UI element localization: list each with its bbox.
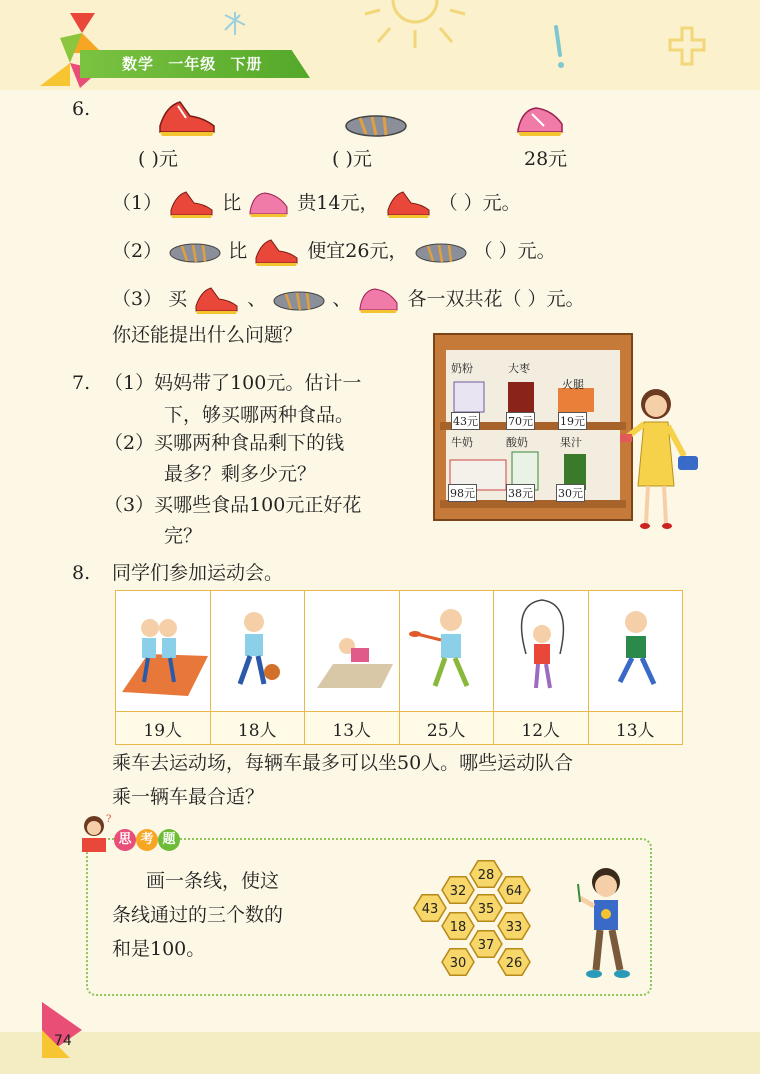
slipper-gray-icon bbox=[344, 108, 408, 138]
long-jump-cell bbox=[305, 591, 400, 712]
text-more-expensive: 贵14元， bbox=[297, 192, 379, 214]
answer-blank: （ ）元。 bbox=[473, 240, 556, 262]
q7-sub1-line1: （1）妈妈带了100元。估计一 bbox=[104, 372, 362, 394]
q6-part3 bbox=[112, 284, 585, 316]
team-count: 19人 bbox=[116, 712, 211, 745]
q7-number: 7. bbox=[72, 372, 91, 394]
jump-rope-icon bbox=[496, 594, 586, 704]
price-tag-milk: 98元 bbox=[448, 484, 477, 502]
team-count: 12人 bbox=[494, 712, 589, 745]
q6-part2 bbox=[112, 236, 556, 268]
price-tag-milk-powder: 43元 bbox=[451, 412, 480, 430]
basketball-cell bbox=[210, 591, 305, 712]
think-line1: 画一条线，使这 bbox=[146, 870, 280, 892]
honeycomb-number: 32 bbox=[449, 884, 467, 899]
star-doodle-icon bbox=[220, 10, 250, 40]
shoe-pink-icon bbox=[514, 102, 566, 140]
egg-spoon-race-cell bbox=[399, 591, 494, 712]
shelf-label-dates: 大枣 bbox=[508, 362, 530, 375]
long-jump-sand-icon bbox=[307, 594, 397, 704]
text-total: 各一双共花（ ）元。 bbox=[407, 288, 585, 310]
separator: 、 bbox=[247, 288, 267, 310]
part-index: （3） bbox=[112, 288, 163, 310]
honeycomb-number: 18 bbox=[449, 920, 467, 935]
think-badge bbox=[114, 828, 180, 851]
sneaker-red-icon bbox=[156, 96, 220, 140]
text-bi: 比 bbox=[228, 240, 248, 262]
sports-team-table bbox=[115, 590, 683, 745]
shelf-label-juice: 果汁 bbox=[560, 436, 582, 449]
honeycomb-number: 64 bbox=[505, 884, 523, 899]
mother-figure-icon bbox=[620, 386, 706, 532]
header-title: 数学 一年级 下册 bbox=[122, 55, 263, 73]
q6-part1 bbox=[112, 188, 521, 220]
honeycomb-number: 35 bbox=[477, 902, 495, 917]
price-blank-sneaker: ( )元 bbox=[138, 148, 178, 170]
honeycomb-number: 30 bbox=[449, 956, 467, 971]
page-corner-icon bbox=[40, 1000, 84, 1060]
basketball-dribble-icon bbox=[212, 594, 302, 704]
running-boy-icon bbox=[590, 594, 680, 704]
q6-number: 6. bbox=[72, 98, 91, 120]
think-line2: 条线通过的三个数的 bbox=[112, 904, 284, 926]
q8-title: 同学们参加运动会。 bbox=[112, 562, 284, 584]
shelf-label-milk: 牛奶 bbox=[451, 436, 473, 449]
shelf-label-ham: 火腿 bbox=[562, 378, 584, 391]
sneaker-red-icon bbox=[168, 188, 216, 220]
badge-char: 题 bbox=[158, 829, 180, 851]
badge-char: 考 bbox=[136, 829, 158, 851]
honeycomb-number: 26 bbox=[505, 956, 523, 971]
honeycomb-number: 28 bbox=[477, 868, 495, 883]
price-pink-shoe: 28元 bbox=[524, 148, 568, 170]
page-number: 74 bbox=[54, 1033, 72, 1049]
text-bi: 比 bbox=[222, 192, 242, 214]
slipper-gray-icon bbox=[414, 238, 468, 266]
boy-with-pencil-icon bbox=[572, 862, 638, 984]
text-cheaper: 便宜26元， bbox=[307, 240, 408, 262]
shelf-label-milk-powder: 奶粉 bbox=[451, 362, 473, 375]
girl-reading-icon bbox=[76, 812, 116, 856]
slipper-gray-icon bbox=[272, 286, 326, 314]
team-count: 13人 bbox=[305, 712, 400, 745]
running-cell bbox=[588, 591, 683, 712]
q7-sub2-line2: 最多？剩多少元？ bbox=[164, 463, 317, 485]
answer-blank: （ ）元。 bbox=[438, 192, 521, 214]
plus-doodle-icon bbox=[668, 24, 708, 69]
three-legged-race-icon bbox=[118, 594, 208, 704]
text-buy: 买 bbox=[168, 288, 188, 310]
honeycomb-number: 43 bbox=[421, 902, 439, 917]
slipper-gray-icon bbox=[168, 238, 222, 266]
footer-band bbox=[0, 1032, 760, 1074]
team-count: 18人 bbox=[210, 712, 305, 745]
q8-question-line1: 乘车去运动场，每辆车最多可以坐50人。哪些运动队合 bbox=[112, 752, 574, 774]
jump-rope-cell bbox=[494, 591, 589, 712]
q8-question-line2: 乘一辆车最合适？ bbox=[112, 786, 265, 808]
price-blank-slipper: ( )元 bbox=[332, 148, 372, 170]
relay-race-cell bbox=[116, 591, 211, 712]
price-tag-ham: 19元 bbox=[558, 412, 587, 430]
egg-spoon-race-icon bbox=[401, 594, 491, 704]
badge-char: 思 bbox=[114, 829, 136, 851]
honeycomb-number: 37 bbox=[477, 938, 495, 953]
part-index: （1） bbox=[112, 192, 163, 214]
price-tag-yogurt: 38元 bbox=[506, 484, 535, 502]
team-count: 13人 bbox=[588, 712, 683, 745]
part-index: （2） bbox=[112, 240, 163, 262]
q7-sub3-line2: 完？ bbox=[164, 525, 203, 547]
shoe-pink-icon bbox=[247, 188, 291, 220]
sneaker-red-icon bbox=[385, 188, 433, 220]
team-count: 25人 bbox=[399, 712, 494, 745]
q6-more-question: 你还能提出什么问题？ bbox=[112, 324, 303, 346]
sun-doodle-icon bbox=[360, 0, 470, 50]
shoe-pink-icon bbox=[357, 284, 401, 316]
q7-sub2-line1: （2）买哪两种食品剩下的钱 bbox=[104, 432, 345, 454]
exclamation-doodle-icon bbox=[548, 25, 568, 70]
q7-sub1-line2: 下，够买哪两种食品。 bbox=[164, 404, 355, 426]
think-line3: 和是100。 bbox=[112, 938, 206, 960]
price-tag-juice: 30元 bbox=[556, 484, 585, 502]
separator: 、 bbox=[332, 288, 352, 310]
q8-number: 8. bbox=[72, 562, 91, 584]
shelf-label-yogurt: 酸奶 bbox=[506, 436, 528, 449]
price-tag-dates: 70元 bbox=[506, 412, 535, 430]
svg-text:?: ? bbox=[106, 814, 112, 825]
sneaker-red-icon bbox=[193, 284, 241, 316]
q7-sub3-line1: （3）买哪些食品100元正好花 bbox=[104, 494, 362, 516]
honeycomb-number: 33 bbox=[505, 920, 523, 935]
sneaker-red-icon bbox=[253, 236, 301, 268]
honeycomb-number-grid bbox=[408, 856, 548, 982]
